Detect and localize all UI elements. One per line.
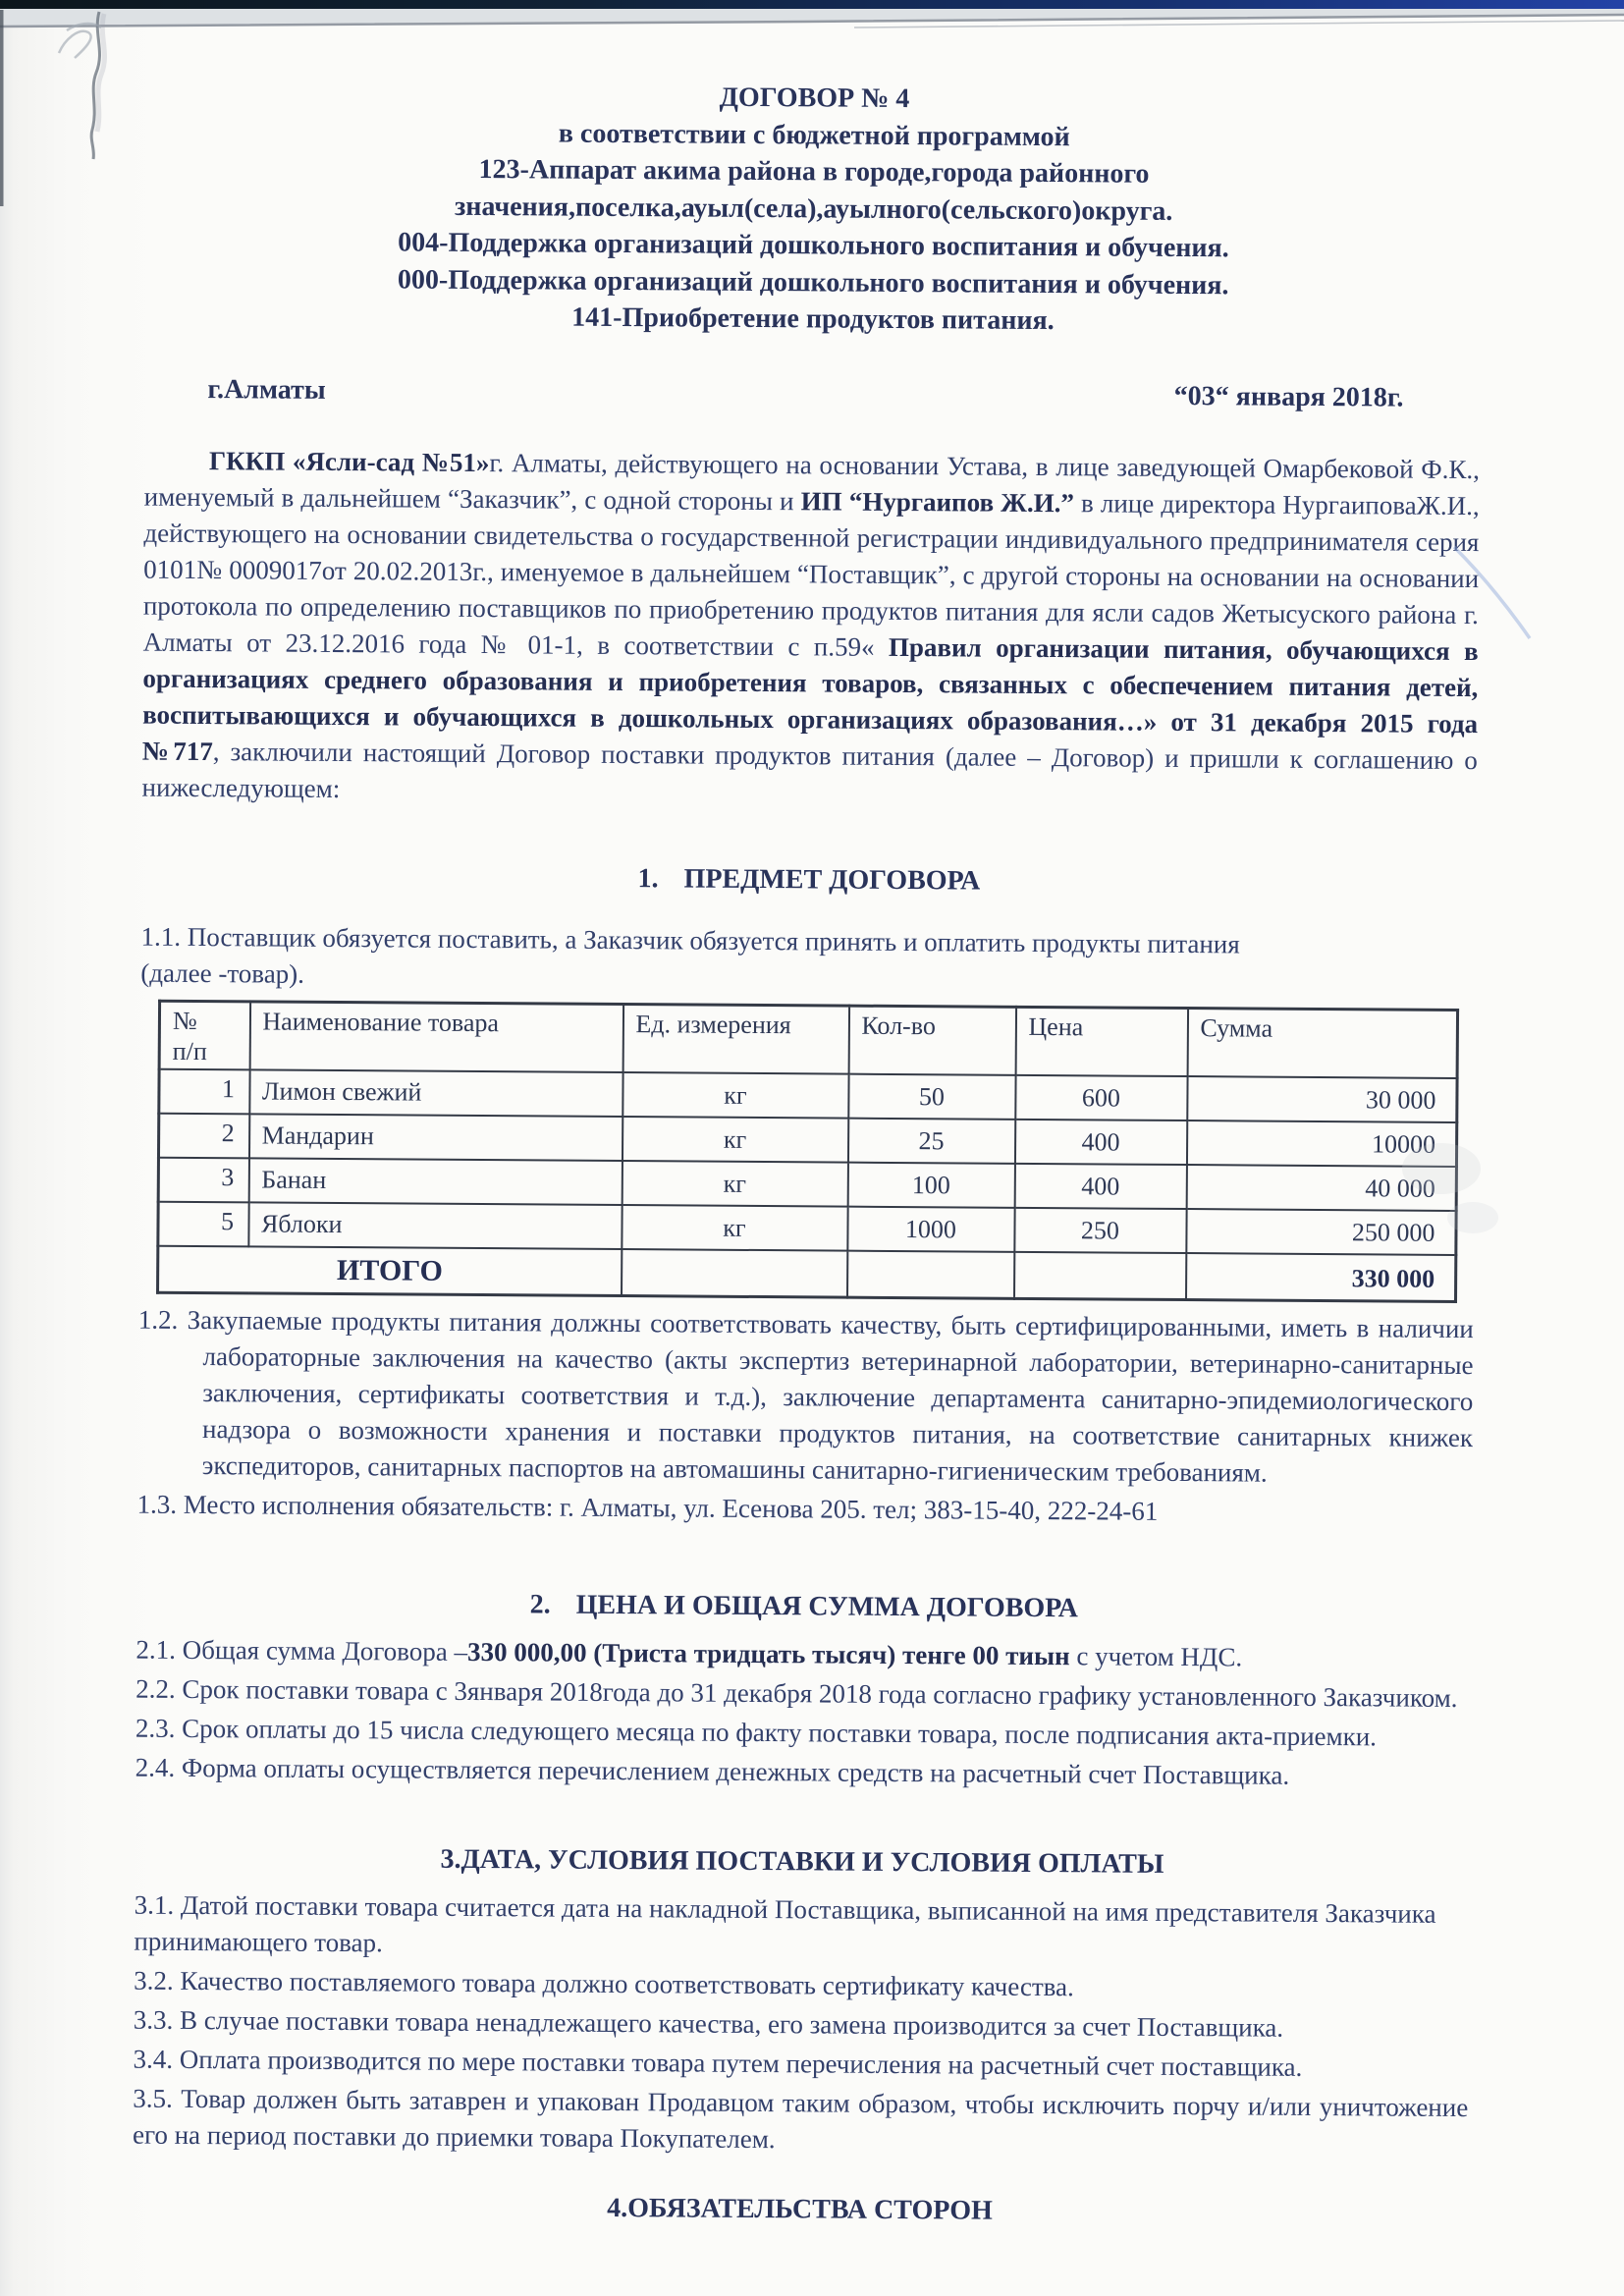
cell-qty: 50 <box>848 1073 1015 1119</box>
col-header-num-sign: № <box>172 1006 197 1035</box>
cell-qty: 1000 <box>847 1206 1014 1251</box>
place-date-row <box>144 370 1480 415</box>
preamble-text-2: в лице директора НургаиповаЖ.И., действующего на основании свидетельства о государственной регистрации индивидуального предпринимателя серия 0101№ 0009017от 20.02.2013г., именуемое в дальнейшем “Поставщик”, с другой стороны на основании на основании протокола по определению поставщиков по приобретению продуктов питания для ясли садов Жетысуского района г. Алматы от 23.12.2016 года № 01-1, в соответствии с п.59« <box>142 487 1480 662</box>
cell-price: 400 <box>1014 1119 1186 1164</box>
clause-1-1 <box>140 918 1476 1000</box>
header-line-program-000: 000-Поддержка организаций дошкольного воспитания и обучения. <box>397 263 1229 301</box>
clause-1-2-text: Закупаемые продукты питания должны соответствовать качеству, быть сертифицированными, иметь в наличии лабораторные заключения на качество (акты экспертиз ветеринарной лаборатории, ветеринарно-санитарные заключения, сертификаты соответствия и т.д.), заключение департамента санитарно-эпидемиологического надзора о возможности хранения и поставки продуктов питания, на соответствие санитарных книжек экспедиторов, санитарных паспортов на автомашины санитарно-гигиеническим требованиям. <box>187 1304 1474 1488</box>
clause-1-2-label: 1.2. <box>137 1304 179 1335</box>
total-empty-qty <box>847 1250 1014 1298</box>
total-empty-price <box>1014 1251 1186 1299</box>
contract-date: “03“ января 2018г. <box>1173 380 1404 413</box>
clause-2-1-post: с учетом НДС. <box>1069 1641 1243 1672</box>
total-value: 330 000 <box>1185 1253 1455 1302</box>
clause-1-3: 1.3. Место исполнения обязательств: г. Алматы, ул. Есенова 205. тел; 383-15-40, 222-24-61 <box>136 1489 1159 1526</box>
col-header-num <box>159 1001 249 1069</box>
header-line-program-123b: значения,поселка,ауыл(села),ауылного(сельского)округа. <box>455 191 1173 227</box>
header-line-budget-program: в соответствии с бюджетной программой <box>558 118 1070 152</box>
cell-product-name: Лимон свежий <box>249 1069 623 1117</box>
header-line-program-123: 123-Аппарат акима района в городе,города районного <box>478 153 1150 190</box>
clause-3-4: 3.4. Оплата производится по мере поставки товара путем перечисления на расчетный счет поставщика. <box>133 2044 1303 2082</box>
clause-2-1 <box>135 1632 1471 1677</box>
header-line-program-004: 004-Поддержка организаций дошкольного воспитания и обучения. <box>398 227 1229 264</box>
header-line-program-141: 141-Приобретение продуктов питания. <box>571 301 1055 337</box>
cell-product-name: Банан <box>248 1158 622 1205</box>
cell-price: 400 <box>1014 1163 1186 1208</box>
col-header-price: Цена <box>1015 1007 1187 1076</box>
clause-2-2: 2.2. Срок поставки товара с 3января 2018года до 31 декабря 2018 года согласно графику установленного Заказчиком. <box>135 1673 1458 1713</box>
clause-3-1: 3.1. Датой поставки товара считается дата на накладной Поставщика, выписанной на имя представителя Заказчика принимающего товар. <box>134 1889 1436 1958</box>
clause-3-5: 3.5. Товар должен быть затаврен и упакован Продавцом таким образом, чтобы исключить порчу и/или уничтожение его на период поставки до приемки товара Покупателем. <box>132 2083 1469 2155</box>
customer-name: ГККП «Ясли-сад №51» <box>208 445 490 477</box>
section-3-heading: 3.ДАТА, УСЛОВИЯ ПОСТАВКИ И УСЛОВИЯ ОПЛАТЫ <box>440 1843 1164 1880</box>
cell-num: 2 <box>158 1113 248 1158</box>
rules-reference: Правил организации питания, обучающихся в организациях среднего образования и приобретения товаров, связанных с обеспечением питания детей, воспитывающихся и обучающихся в дошкольных организациях образования…» от 31 декабря 2015 года №717 <box>141 631 1479 766</box>
section-1-number: 1. <box>637 862 659 894</box>
col-header-sum: Сумма <box>1187 1008 1457 1077</box>
section-1-title: ПРЕДМЕТ ДОГОВОРА <box>683 862 981 897</box>
clause-1-1-line1: 1.1. Поставщик обязуется поставить, а Заказчик обязуется принять и оплатить продукты питания <box>140 921 1240 958</box>
cell-price: 600 <box>1015 1074 1187 1120</box>
clause-1-2 <box>137 1302 1474 1493</box>
section-2-number: 2. <box>529 1589 551 1620</box>
cell-num: 5 <box>158 1201 248 1246</box>
contract-title: ДОГОВОР № 4 <box>719 82 910 115</box>
supplier-name: ИП “Нургаипов Ж.И.” <box>800 485 1075 518</box>
products-table <box>156 999 1459 1303</box>
cell-product-name: Яблоки <box>248 1202 622 1249</box>
clause-2-4: 2.4. Форма оплаты осуществляется перечислением денежных средств на расчетный счет Поставщика. <box>135 1752 1290 1790</box>
clause-1-1-line2: (далее -товар). <box>140 957 305 989</box>
cell-unit: кг <box>622 1117 847 1163</box>
cell-unit: кг <box>623 1072 848 1119</box>
total-empty-unit <box>622 1249 847 1298</box>
clause-2-3: 2.3. Срок оплаты до 15 числа следующего месяца по факту поставки товара, после подписания акта-приемки. <box>135 1713 1378 1752</box>
clause-3-2: 3.2. Качество поставляемого товара должно соответствовать сертификату качества. <box>134 1965 1074 2002</box>
section-2-title: ЦЕНА И ОБЩАЯ СУММА ДОГОВОРА <box>575 1589 1079 1624</box>
cell-sum: 250 000 <box>1186 1209 1456 1255</box>
cell-sum: 40 000 <box>1186 1165 1456 1211</box>
cell-sum: 10000 <box>1186 1121 1456 1167</box>
col-header-num-pp: п/п <box>172 1036 207 1066</box>
cell-product-name: Мандарин <box>248 1114 622 1161</box>
preamble-text-1: г. Алматы, действующего на основании Устава, в лице заведующей Омарбековой Ф.К., именуемый в дальнейшем “Заказчик”, с одной стороны и <box>143 447 1480 516</box>
cell-unit: кг <box>622 1205 847 1251</box>
preamble-text-3: , заключили настоящий Договор поставки продуктов питания (далее – Договор) и пришли к соглашению о нижеследующем: <box>141 736 1478 803</box>
col-header-unit: Ед. измерения <box>623 1004 848 1073</box>
scanner-edge-band <box>0 0 1624 9</box>
table-header-row <box>159 1001 1457 1078</box>
total-label: ИТОГО <box>158 1245 622 1295</box>
cell-qty: 100 <box>847 1162 1014 1207</box>
preamble-paragraph <box>141 442 1480 814</box>
cell-num: 3 <box>158 1157 248 1202</box>
cell-price: 250 <box>1014 1207 1186 1252</box>
cell-qty: 25 <box>847 1118 1014 1163</box>
section-1-heading <box>141 856 1477 902</box>
col-header-name: Наименование товара <box>249 1001 623 1071</box>
section-2-heading <box>136 1584 1472 1629</box>
cell-unit: кг <box>622 1161 847 1207</box>
place-city: г.Алматы <box>207 373 326 406</box>
cell-sum: 30 000 <box>1187 1076 1457 1122</box>
clause-2-1-pre: 2.1. Общая сумма Договора – <box>135 1634 468 1667</box>
section-4-heading: 4.ОБЯЗАТЕЛЬСТВА СТОРОН <box>607 2192 993 2226</box>
contract-total-sum: 330 000,00 (Триста тридцать тысяч) тенге 00 тиын <box>466 1636 1070 1671</box>
contract-header <box>145 76 1483 343</box>
cell-num: 1 <box>159 1068 249 1114</box>
col-header-qty: Кол-во <box>848 1006 1015 1075</box>
clause-3-3: 3.3. В случае поставки товара ненадлежащего качества, его замена производится за счет Поставщика. <box>133 2004 1284 2043</box>
table-total-row <box>158 1245 1456 1301</box>
